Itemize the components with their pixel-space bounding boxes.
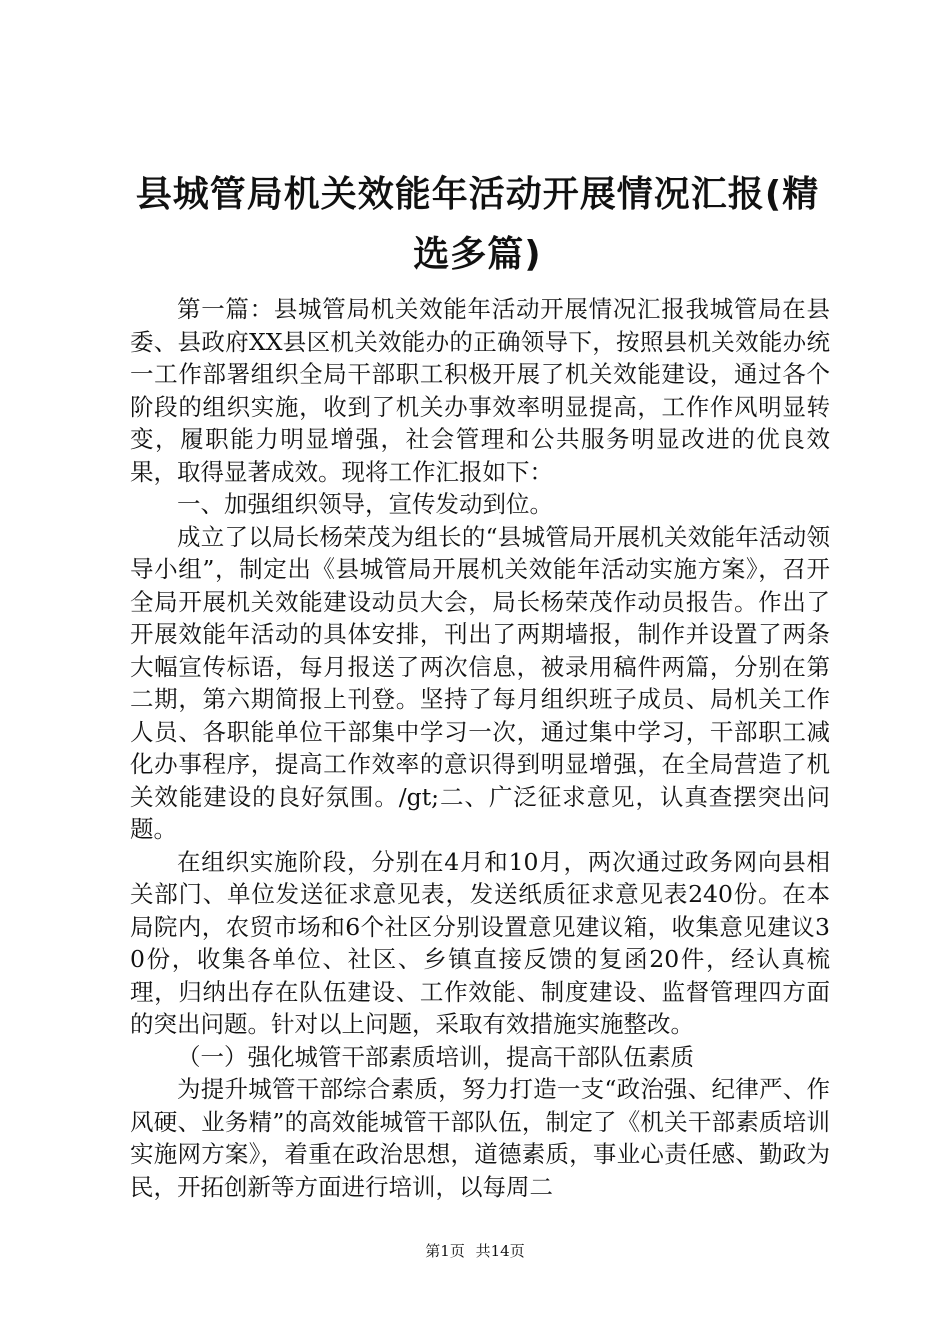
page-total: 共14页 xyxy=(475,1242,525,1260)
document-title: 县城管局机关效能年活动开展情况汇报(精选多篇) xyxy=(135,174,820,275)
page-number: 第1页 xyxy=(425,1242,465,1260)
paragraph: （一）强化城管干部素质培训，提高干部队伍素质 xyxy=(177,1042,694,1071)
document-body xyxy=(130,293,830,1203)
paragraph: 在组织实施阶段，分别在4月和10月，两次通过政务网向县相关部门、单位发送征求意见表，发送纸质征求意见表240份。在本局院内，农贸市场和6个社区分别设置意见建议箱，收集意见建议30份，收集各单位、社区、乡镇直接反馈的复函20件，经认真梳理，归纳出存在队伍建设、工作效能、制度建设、监督管理四方面的突出问题。针对以上问题，采取有效措施实施整改。 xyxy=(130,847,830,1038)
paragraph: 第一篇：县城管局机关效能年活动开展情况汇报我城管局在县委、县政府XX县区机关效能办的正确领导下，按照县机关效能办统一工作部署组织全局干部职工积极开展了机关效能建设，通过各个阶段的组织实施，收到了机关办事效率明显提高，工作作风明显转变，履职能力明显增强，社会管理和公共服务明显改进的优良效果，取得显著成效。现将工作汇报如下： xyxy=(130,295,830,486)
paragraph: 为提升城管干部综合素质，努力打造一支“政治强、纪律严、作风硬、业务精”的高效能城管干部队伍，制定了《机关干部素质培训实施网方案》，着重在政治思想，道德素质，事业心责任感、勤政为民，开拓创新等方面进行培训，以每周二 xyxy=(130,1075,830,1201)
paragraph: 一、加强组织领导，宣传发动到位。 xyxy=(177,490,553,518)
page-footer xyxy=(0,1241,950,1261)
paragraph: 成立了以局长杨荣茂为组长的“县城管局开展机关效能年活动领导小组”，制定出《县城管局开展机关效能年活动实施方案》，召开全局开展机关效能建设动员大会，局长杨荣茂作动员报告。作出了开展效能年活动的具体安排，刊出了两期墙报，制作并设置了两条大幅宣传标语，每月报送了两次信息，被录用稿件两篇，分别在第二期，第六期简报上刊登。坚持了每月组织班子成员、局机关工作人员、各职能单位干部集中学习一次，通过集中学习，干部职工减化办事程序，提高工作效率的意识得到明显增强，在全局营造了机关效能建设的良好氛围。/gt;二、广泛征求意见，认真查摆突出问题。 xyxy=(130,522,830,843)
